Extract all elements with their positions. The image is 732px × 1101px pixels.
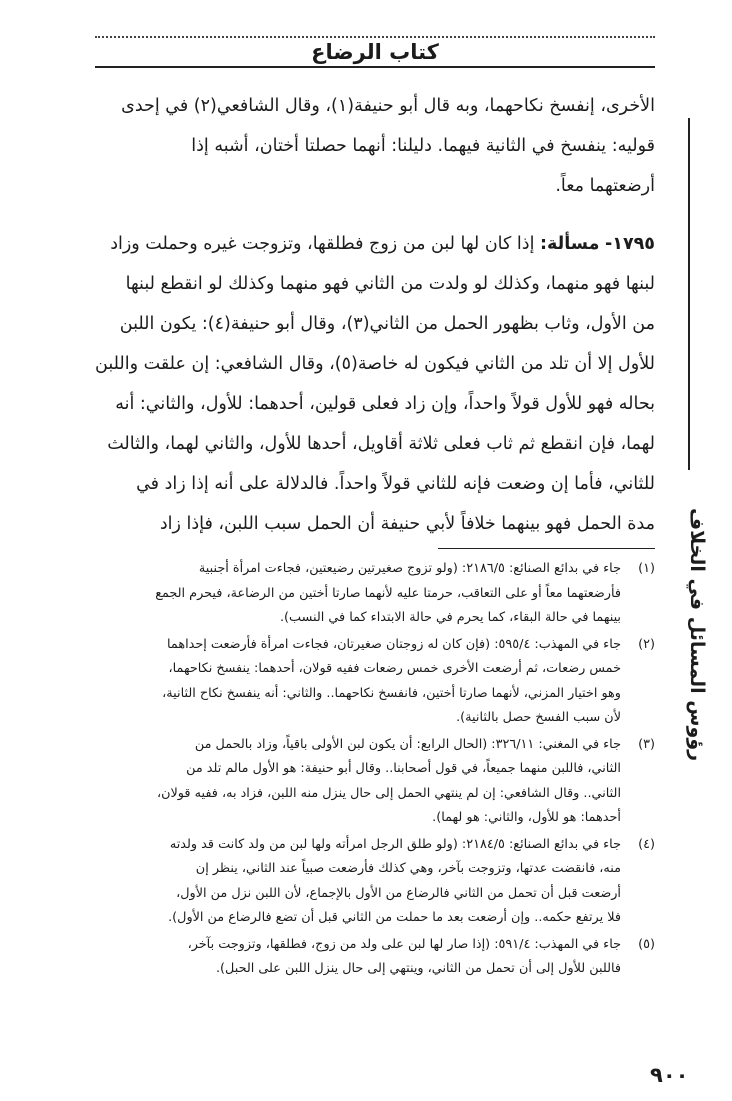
page-number: ٩٠٠ <box>650 1063 689 1087</box>
footnote-line: جاء في بدائع الصنائع: ٢١٨٤/٥: (ولو طلق الرجل امرأته ولها لبن من ولد كانت قد ولدته <box>169 836 621 852</box>
main-line: الأخرى، إنفسخ نكاحهما، وبه قال أبو حنيفة(١)، وقال الشافعي(٢) في إحدى <box>121 96 655 116</box>
main-line: أرضعتهما معاً. <box>555 176 655 196</box>
issue-first-line: إذا كان لها لبن من زوج فطلقها، وتزوجت غيره وحملت وزاد <box>110 234 535 254</box>
footnote-number: (٤) <box>638 836 655 852</box>
footnote-line: جاء في المهذب: ٥٩٥/٤: (فإن كان له زوجتان صغيرتان، فجاءت امرأة فأرضعت إحداهما <box>167 636 621 652</box>
footnote-line: فأرضعتهما معاً أو على التعاقب، حرمتا عليه لأنهما صارتا أختين من الرضاعة، فيحرم الجمع <box>155 585 621 601</box>
footnote-number: (١) <box>638 561 655 576</box>
footnote-line: منه، فانقضت عدتها، وتزوجت بآخر، وهي كذلك فأرضعت صبياً عند الثاني، ينظر إن <box>195 861 621 876</box>
main-text <box>95 86 655 544</box>
footnote-line: لأن سبب الفسخ حصل بالثانية). <box>456 710 621 725</box>
running-header-title: كتاب الرضاع <box>311 40 439 64</box>
footnote-number: (٣) <box>638 736 655 752</box>
main-line: بحاله فهو للأول قولاً واحداً، وإن زاد فعلى قولين، أحدهما: للأول، والثاني: أنه <box>115 394 655 414</box>
footnote-line: الثاني.. وقال الشافعي: إن لم ينتهي الحمل إلى حال ينزل منه اللبن، فزاد به، ففيه قولان، <box>156 785 621 801</box>
footnote-line: جاء في المغني: ٣٢٦/١١: (الحال الرابع: أن يكون لبن الأولى باقياً، وزاد بالحمل من <box>194 736 621 752</box>
main-line: من الأول، وثاب بظهور الحمل من الثاني(٣)، وقال أبو حنيفة(٤): يكون اللبن <box>119 314 655 334</box>
footnote-2 <box>65 633 655 731</box>
footnote-number: (٥) <box>638 936 655 952</box>
footnote-4 <box>65 833 655 931</box>
footnote-line: فاللبن للأول إلى أن تحمل من الثاني، وينتهي إلى حال ينزل اللبن على الحبل). <box>215 961 621 976</box>
header-rule <box>95 66 655 68</box>
footnote-line: وهو اختيار المزني، لأنهما صارتا أختين، فانفسخ نكاحهما.. والثاني: أنه ينفسخ نكاح الثانية، <box>162 685 621 701</box>
footnote-1 <box>65 557 655 631</box>
footnote-line: أحدهما: هو للأول، والثاني: هو لهما). <box>432 810 621 825</box>
issue-label: مسألة: <box>540 234 600 254</box>
header-dotted-border <box>95 36 655 38</box>
footnote-line: جاء في المهذب: ٥٩١/٤: (إذا صار لها لبن على ولد من زوج، فطلقها، وتزوجت بآخر، <box>187 936 621 952</box>
footnote-3 <box>65 733 655 831</box>
main-line: لبنها فهو منهما، وكذلك لو ولدت من الثاني فهو منهما وكذلك لو انقطع لبنها <box>125 274 655 294</box>
footnote-separator <box>438 548 655 549</box>
issue-number: ١٧٩٥- <box>605 234 655 254</box>
main-line: للثاني، فأما إن وضعت فإنه للثاني قولاً واحداً. فالدلالة على أنه إذا زاد في <box>136 474 655 494</box>
side-running-title: رؤوس المسائل في الخلاف <box>668 470 708 800</box>
footnote-line: جاء في بدائع الصنائع: ٢١٨٦/٥: (ولو تزوج صغيرتين رضيعتين، فجاءت امرأة أجنبية <box>198 561 621 576</box>
footnotes <box>65 557 655 984</box>
main-line: للأول إلا أن تلد من الثاني فيكون له خاصة(٥)، وقال الشافعي: إن علقت واللبن <box>95 354 655 374</box>
footnote-line: الثاني، فاللبن منهما جميعاً، في قول أصحابنا.. وقال أبو حنيفة: هو الأول مالم تلد من <box>186 761 621 776</box>
footnote-line: بينهما في حالة البقاء، كما يحرم في حالة الابتداء كما في النسب). <box>279 610 621 625</box>
footnote-5 <box>65 933 655 982</box>
footnote-line: خمس رضعات، ثم أرضعت الأخرى خمس رضعات ففيه قولان، أحدهما: ينفسخ نكاحهما، <box>168 661 621 676</box>
issue-heading-line <box>95 224 655 264</box>
footnote-line: فلا يرتفع حكمه.. وإن أرضعت بعد ما حملت من الثاني قبل أن تضع فالرضاع من الأول). <box>168 910 621 925</box>
footnote-number: (٢) <box>638 636 655 652</box>
main-line: مدة الحمل فهو بينهما خلافاً لأبي حنيفة أن الحمل سبب اللبن، فإذا زاد <box>159 514 655 534</box>
footnote-line: أرضعت قبل أن تحمل من الثاني فالرضاع من الأول بالإجماع، لأن اللبن نزل من الأول، <box>176 885 621 901</box>
main-line: لهما، فإن انقطع ثم ثاب فعلى ثلاثة أقاويل، أحدها للأول، والثاني لهما، والثالث <box>107 434 655 454</box>
main-line: قوليه: ينفسخ في الثانية فيهما. دليلنا: أنهما حصلتا أختان، أشبه إذا <box>191 136 655 156</box>
